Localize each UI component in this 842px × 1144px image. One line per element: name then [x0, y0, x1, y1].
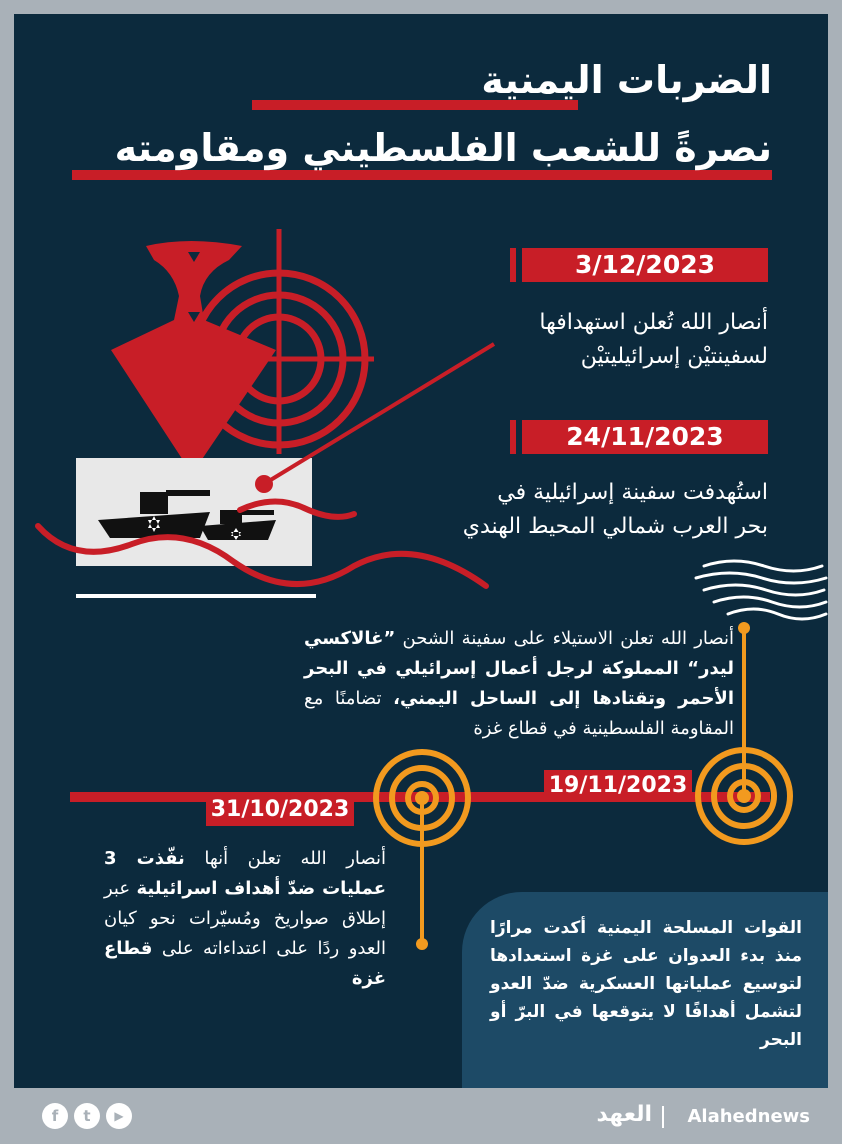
- date-badge-3: 19/11/2023: [544, 770, 692, 802]
- date-badge-4: 31/10/2023: [206, 794, 354, 826]
- event-1-line-2: لسفينتيْن إسرائيليتيْن: [580, 344, 768, 369]
- seizure-text-2: تضامنًا مع المقاومة الفلسطينية في قطاع غزة: [304, 688, 734, 739]
- youtube-icon[interactable]: ▶: [106, 1103, 132, 1129]
- operations-paragraph: [104, 844, 386, 994]
- ring-center-right: [737, 789, 751, 803]
- operations-text-2: عبر إطلاق صواريخ ومُسيّرات نحو كيان العدو ردًا على اعتداءاته على: [104, 878, 386, 959]
- title-line-2: نصرةً للشعب الفلسطيني ومقاومته: [114, 126, 772, 170]
- twitter-icon[interactable]: t: [74, 1103, 100, 1129]
- infographic-poster: [14, 14, 828, 1088]
- facebook-icon[interactable]: f: [42, 1103, 68, 1129]
- timeline-top-dot: [738, 622, 750, 634]
- logo-arabic[interactable]: العهد: [596, 1102, 652, 1127]
- timeline-bottom-dot: [416, 938, 428, 950]
- event-1-line-1: أنصار الله تُعلن استهدافها: [539, 310, 768, 335]
- date-badge-1: 3/12/2023: [522, 248, 768, 282]
- statement-text: القوات المسلحة اليمنية أكدت مرارًا منذ بدء العدوان على غزة استعدادها لتوسيع عملياتها العسكرية ضدّ العدو لتشمل أهدافًا لا يتوقعها في البرّ أو البحر: [490, 918, 802, 1050]
- seizure-paragraph: [304, 624, 734, 744]
- operations-text-1: أنصار الله تعلن أنها: [184, 848, 386, 869]
- brand-name[interactable]: Alahednews: [687, 1106, 810, 1127]
- footer: [0, 1090, 842, 1144]
- event-2-line-1: استُهدفت سفينة إسرائيلية في: [497, 480, 768, 505]
- date-badge-2: 24/11/2023: [522, 420, 768, 454]
- event-2-line-2: بحر العرب شمالي المحيط الهندي: [462, 514, 768, 539]
- footer-divider: [662, 1106, 664, 1128]
- operations-text-bold-2: قطاع غزة: [104, 938, 386, 989]
- operations-text-bold-1: نفّذت 3 عمليات ضدّ أهداف اسرائيلية: [104, 848, 386, 899]
- seizure-text-bold: ”غالاكسي ليدر“ المملوكة لرجل أعمال إسرائيلي في البحر الأحمر وتقتادها إلى الساحل اليمني،: [304, 628, 734, 709]
- title-line-1: الضربات اليمنية: [481, 58, 772, 102]
- seizure-text-1: أنصار الله تعلن الاستيلاء على سفينة الشحن: [395, 628, 734, 649]
